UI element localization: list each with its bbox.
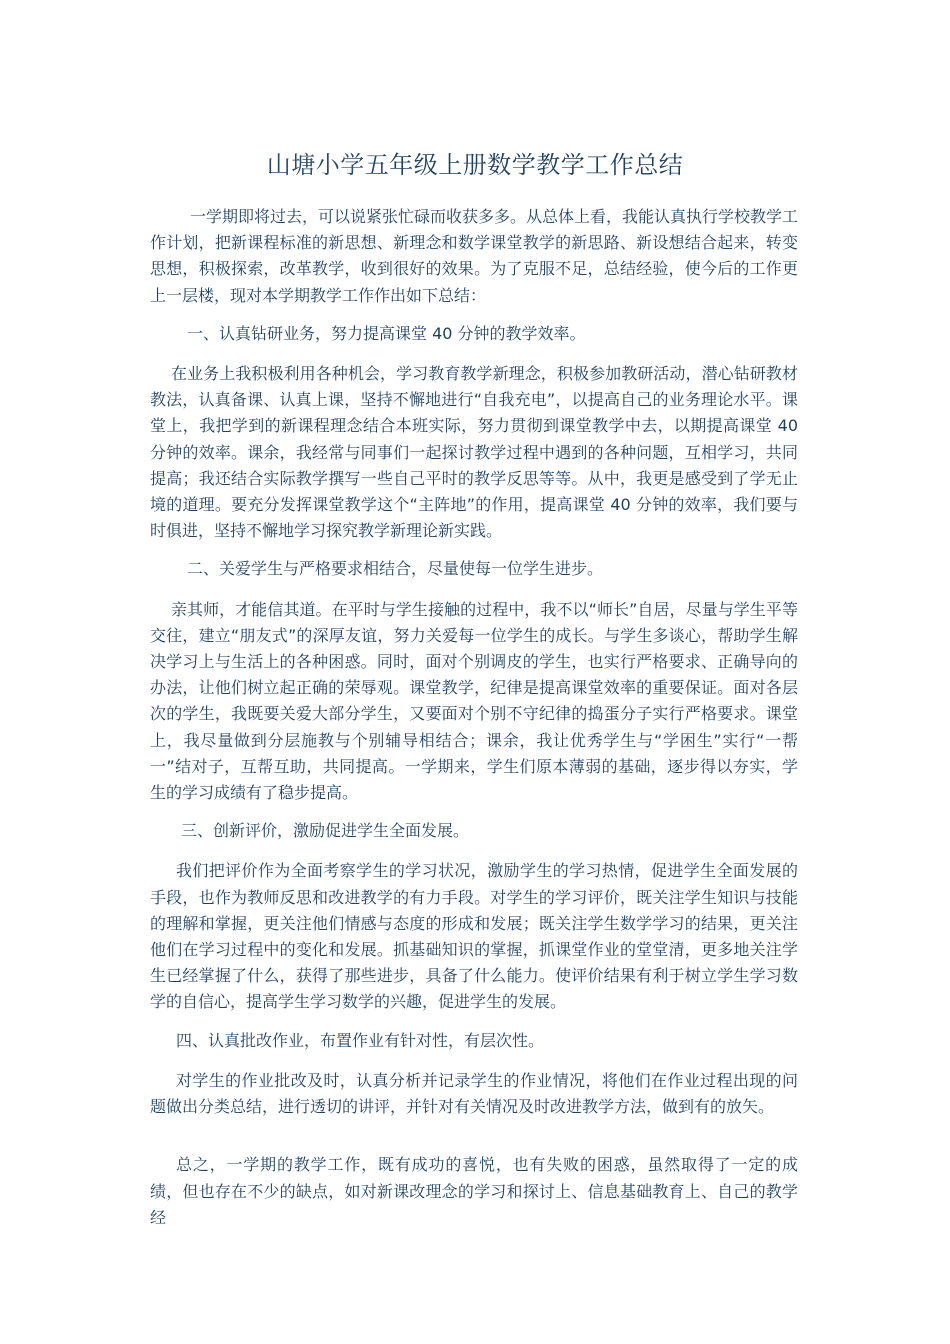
section-3-body: 我们把评价作为全面考察学生的学习状况，激励学生的学习热情，促进学生全面发展的手段，也作为教师反思和改进教学的有力手段。对学生的学习评价，既关注学生知识与技能的理解和掌握，更关注他们情感与态度的形成和发展；既关注学生数学学习的结果，更关注他们在学习过程中的变化和发展。抓基础知识的掌握，抓课堂作业的堂堂清，更多地关注学生已经掌握了什么，获得了那些进步，具备了什么能力。使评价结果有利于树立学生学习数学的自信心，提高学生学习数学的兴趣，促进学生的发展。	[150, 861, 798, 1012]
section-4-heading: 四、认真批改作业，布置作业有针对性，有层次性。	[176, 1030, 545, 1050]
school-name: 山塘小学	[266, 151, 365, 179]
section-1-heading: 一、认真钻研业务，努力提高课堂 40 分钟的教学效率。	[187, 323, 586, 343]
section-2-heading: 二、关爱学生与严格要求相结合，尽量使每一位学生进步。	[187, 559, 604, 579]
section-3-heading: 三、创新评价，激励促进学生全面发展。	[181, 821, 470, 841]
document-title	[0, 147, 950, 183]
conclusion-paragraph: 总之，一学期的教学工作，既有成功的喜悦，也有失败的困惑，虽然取得了一定的成绩，但也存在不少的缺点，如对新课改理念的学习和探讨上、信息基础教育上、自己的教学经	[150, 1155, 798, 1227]
intro-paragraph: 一学期即将过去，可以说紧张忙碌而收获多多。从总体上看，我能认真执行学校教学工作计划，把新课程标准的新思想、新理念和数学课堂教学的新思路、新设想结合起来，转变思想，积极探索，改革教学，收到很好的效果。为了克服不足，总结经验，使今后的工作更上一层楼，现对本学期教学工作作出如下总结：	[150, 207, 799, 305]
spacer	[150, 1132, 798, 1152]
section-1-body: 在业务上我积极利用各种机会，学习教育教学新理念，积极参加教研活动，潜心钻研教材教法，认真备课、认真上课，坚持不懈地进行“自我充电”，以提高自己的业务理论水平。课堂上，我把学到的新课程理念结合本班实际，努力贯彻到课堂教学中去，以期提高课堂 40 分钟的效率。课余，我经常与同事们一起探讨教学过程中遇到的各种问题，互相学习，共同提高；我还结合实际教学撰写一些自己平时的教学反思等等。从中，我更是感受到了学无止境的道理。要充分发挥课堂教学这个“主阵地”的作用，提高课堂 40 分钟的效率，我们要与时俱进，坚持不懈地学习探究教学新理论新实践。	[150, 364, 798, 541]
section-2-body: 亲其师，才能信其道。在平时与学生接触的过程中，我不以“师长”自居，尽量与学生平等交往，建立“朋友式”的深厚友谊，努力关爱每一位学生的成长。与学生多谈心，帮助学生解决学习上与生活上的各种困惑。同时，面对个别调皮的学生，也实行严格要求、正确导向的办法，让他们树立起正确的荣辱观。课堂教学，纪律是提高课堂效率的重要保证。面对各层次的学生，我既要关爱大部分学生，又要面对个别不守纪律的捣蛋分子实行严格要求。课堂上，我尽量做到分层施教与个别辅导相结合；课余，我让优秀学生与“学困生”实行“一帮一”结对子，互帮互助，共同提高。一学期来，学生们原本薄弱的基础，逐步得以夯实，学生的学习成绩有了稳步提高。	[150, 599, 798, 803]
title-main: 五年级上册数学教学工作总结	[364, 151, 684, 179]
document-body	[150, 204, 798, 1243]
section-4-body: 对学生的作业批改及时，认真分析并记录学生的作业情况，将他们在作业过程出现的问题做出分类总结，进行透切的讲评，并针对有关情况及时改进教学方法，做到有的放矢。	[150, 1070, 798, 1117]
